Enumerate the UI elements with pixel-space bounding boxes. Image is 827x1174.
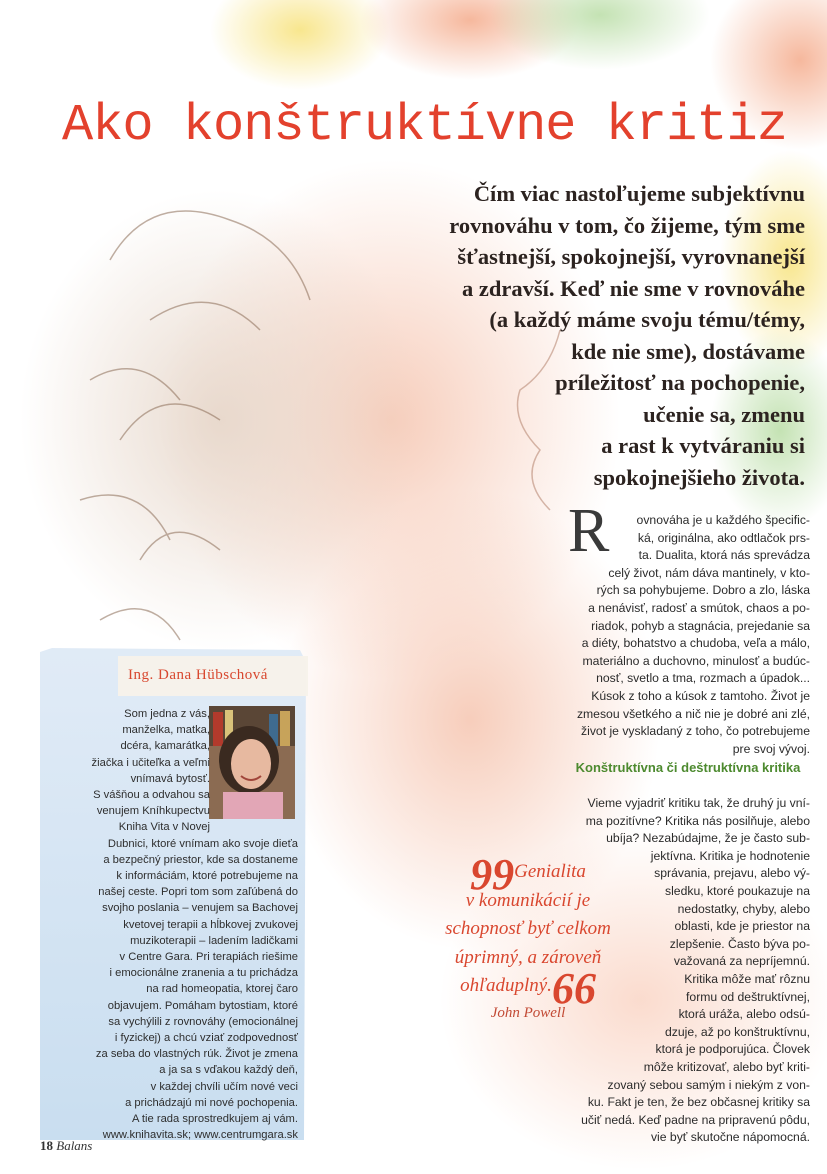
- bio-line: v Centre Gara. Pri terapiách riešime: [119, 951, 298, 964]
- body2-line: učiť nedá. Keď padne na pripravenú pôdu,: [581, 1112, 810, 1127]
- bio-line: dcéra, kamarátka,: [120, 740, 210, 753]
- quote-line: Genialita: [514, 861, 586, 882]
- quote-line: úprimný, a zároveň: [454, 946, 602, 968]
- lead-paragraph: [405, 178, 805, 493]
- page-footer: [40, 1138, 92, 1154]
- bio-line: A tie rada sprostredkujem aj vám.: [131, 1113, 298, 1126]
- bio-line: i emocionálne zranenia a tu prichádza: [109, 967, 298, 980]
- bio-line: venujem Kníhkupectvu: [96, 805, 210, 818]
- body2-line: jektívna. Kritika je hodnotenie: [650, 848, 810, 863]
- page-number: 18: [40, 1138, 53, 1153]
- close-quote-mark: 66: [551, 964, 596, 1013]
- body1-line: život je vyskladaný z toho, čo potrebujeme: [581, 724, 810, 739]
- bio-line: a prichádzajú mi nové pochopenia.: [125, 1096, 298, 1109]
- bio-line: www.knihavita.sk; www.centrumgara.sk: [102, 1129, 298, 1142]
- body2-line: nedostatky, chyby, alebo: [677, 901, 810, 916]
- body2-line: vie byť skutočne nápomocná.: [650, 1130, 810, 1145]
- body-paragraph-1: [560, 512, 810, 758]
- article-title: Ako konštruktívne kritiz: [62, 96, 787, 155]
- body2-line: môže kritizovať, alebo byť kriti-: [643, 1059, 810, 1074]
- bio-line: žiačka i učiteľka a veľmi: [91, 756, 210, 769]
- body2-line: zlepšenie. Často býva po-: [669, 936, 810, 951]
- lead-line: šťastnejší, spokojnejší, vyrovnanejší: [457, 244, 805, 269]
- pull-quote: [428, 850, 628, 1022]
- lead-line: rovnováhu v tom, čo žijeme, tým sme: [449, 212, 805, 238]
- lead-line: spokojnejšieho života.: [593, 464, 805, 490]
- bio-line: a bezpečný priestor, kde sa dostaneme: [103, 853, 298, 866]
- body2-line: Vieme vyjadriť kritiku tak, že druhý ju vní-: [587, 796, 810, 810]
- drop-cap: R: [568, 497, 610, 565]
- bio-line: a ja sa s vďakou každý deň,: [159, 1064, 298, 1077]
- body1-line: Kúsok z toho a kúsok z tamtoho. Život je: [591, 688, 810, 703]
- bio-line: Dubnici, ktoré vnímam ako svoje dieťa: [107, 837, 298, 850]
- body2-line: Kritika môže mať rôznu: [684, 971, 810, 986]
- lead-line: učenie sa, zmenu: [643, 401, 805, 427]
- bio-line: kvetovej terapii a hĺbkovej zvukovej: [123, 918, 298, 931]
- body1-line: materiálno a duchovno, minulosť a budúc-: [582, 653, 810, 668]
- body2-line: ubíja? Nezabúdajme, že je často sub-: [606, 831, 810, 846]
- lead-line: kde nie sme), dostávame: [571, 338, 805, 364]
- body1-line: ovnováha je u každého špecific-: [636, 513, 810, 527]
- body2-line: ktorá uráža, alebo odsú-: [678, 1007, 810, 1022]
- body1-line: rých sa pohybujeme. Dobro a zlo, láska: [596, 583, 810, 598]
- body2-line: ktorá je podporujúca. Človek: [655, 1042, 810, 1057]
- bio-line: i fyzickej) a chcú vziať zodpovednosť: [114, 1032, 298, 1045]
- bio-line: za seba do vlastných rúk. Život je zmena: [95, 1048, 298, 1061]
- body1-line: nosť, svetlo a tma, rozmach a úpadok...: [596, 671, 810, 686]
- body2-line: sledku, ktoré poukazuje na: [665, 883, 810, 898]
- bio-line: na rad homeopatia, ktorej čaro: [146, 983, 298, 996]
- bio-line: vnímavá bytosť.: [130, 772, 210, 785]
- section-subheading: Konštruktívna či deštruktívna kritika: [575, 760, 801, 775]
- bio-line: manželka, matka,: [122, 724, 210, 737]
- body2-line: dzuje, až po konštruktívnu,: [665, 1024, 810, 1039]
- lead-line: a rast k vytváraniu si: [601, 433, 805, 458]
- bio-line: objavujem. Pomáham bytostiam, ktoré: [107, 999, 298, 1012]
- bio-line: muzikoterapii – ladením ladičkami: [130, 934, 298, 947]
- body2-line: oblasti, kde je priestor na: [674, 919, 810, 934]
- body1-line: riadok, pohyb a stagnácia, prejedanie sa: [591, 618, 810, 633]
- body2-line: zovaný sebou samým i niekým z von-: [607, 1077, 810, 1092]
- quote-author: John Powell: [490, 1004, 566, 1021]
- bio-line: v každej chvíli učím nové veci: [150, 1080, 298, 1093]
- body2-line: važovaná za nepríjemnú.: [673, 954, 810, 969]
- body2-line: formu od deštruktívnej,: [686, 989, 810, 1004]
- open-quote-mark: 99: [470, 850, 515, 899]
- lead-line: (a každý máme svoju tému/témy,: [489, 307, 805, 332]
- quote-line: ohľaduplný.: [460, 975, 552, 996]
- body1-line: a nenávisť, radosť a smútok, chaos a po-: [588, 600, 810, 615]
- lead-line: príležitosť na pochopenie,: [555, 370, 805, 395]
- lead-line: Čím viac nastoľujeme subjektívnu: [473, 181, 805, 206]
- bio-line: S vášňou a odvahou sa: [93, 789, 210, 802]
- body1-line: ká, originálna, ako odtlačok prs-: [637, 530, 810, 545]
- body1-line: celý život, nám dáva mantinely, v kto-: [608, 565, 810, 580]
- body2-line: ma pozitívne? Kritika nás posilňuje, alebo: [585, 813, 810, 828]
- bio-line: našej ceste. Popri tom som zaľúbená do: [98, 886, 298, 899]
- body1-line: zmesou všetkého a nič nie je dobré ani zlé,: [576, 706, 810, 721]
- lead-line: a zdravší. Keď nie sme v rovnováhe: [462, 275, 805, 301]
- bio-line: sa vychýlili z rovnováhy (emocionálnej: [108, 1015, 298, 1028]
- author-bio: [58, 706, 298, 1143]
- quote-line: v komunikácií je: [465, 889, 591, 911]
- body2-line: ku. Fakt je ten, že bez občasnej kritiky sa: [587, 1095, 810, 1110]
- body2-line: správania, prejavu, alebo vý-: [654, 866, 810, 881]
- body1-line: a diéty, bohatstvo a chudoba, veľa a málo,: [581, 636, 810, 651]
- body1-line: pre svoj vývoj.: [732, 741, 810, 756]
- bio-line: svojho poslania – venujem sa Bachovej: [102, 902, 298, 915]
- author-name: Ing. Dana Hübschová: [128, 667, 268, 683]
- quote-line: schopnosť byť celkom: [445, 918, 611, 939]
- magazine-name: Balans: [56, 1138, 93, 1153]
- body1-line: ta. Dualita, ktorá nás sprevádza: [638, 548, 810, 563]
- bio-line: k informáciám, ktoré potrebujeme na: [116, 870, 298, 883]
- bio-line: Kniha Vita v Novej: [118, 821, 210, 834]
- bio-line: Som jedna z vás,: [124, 708, 210, 720]
